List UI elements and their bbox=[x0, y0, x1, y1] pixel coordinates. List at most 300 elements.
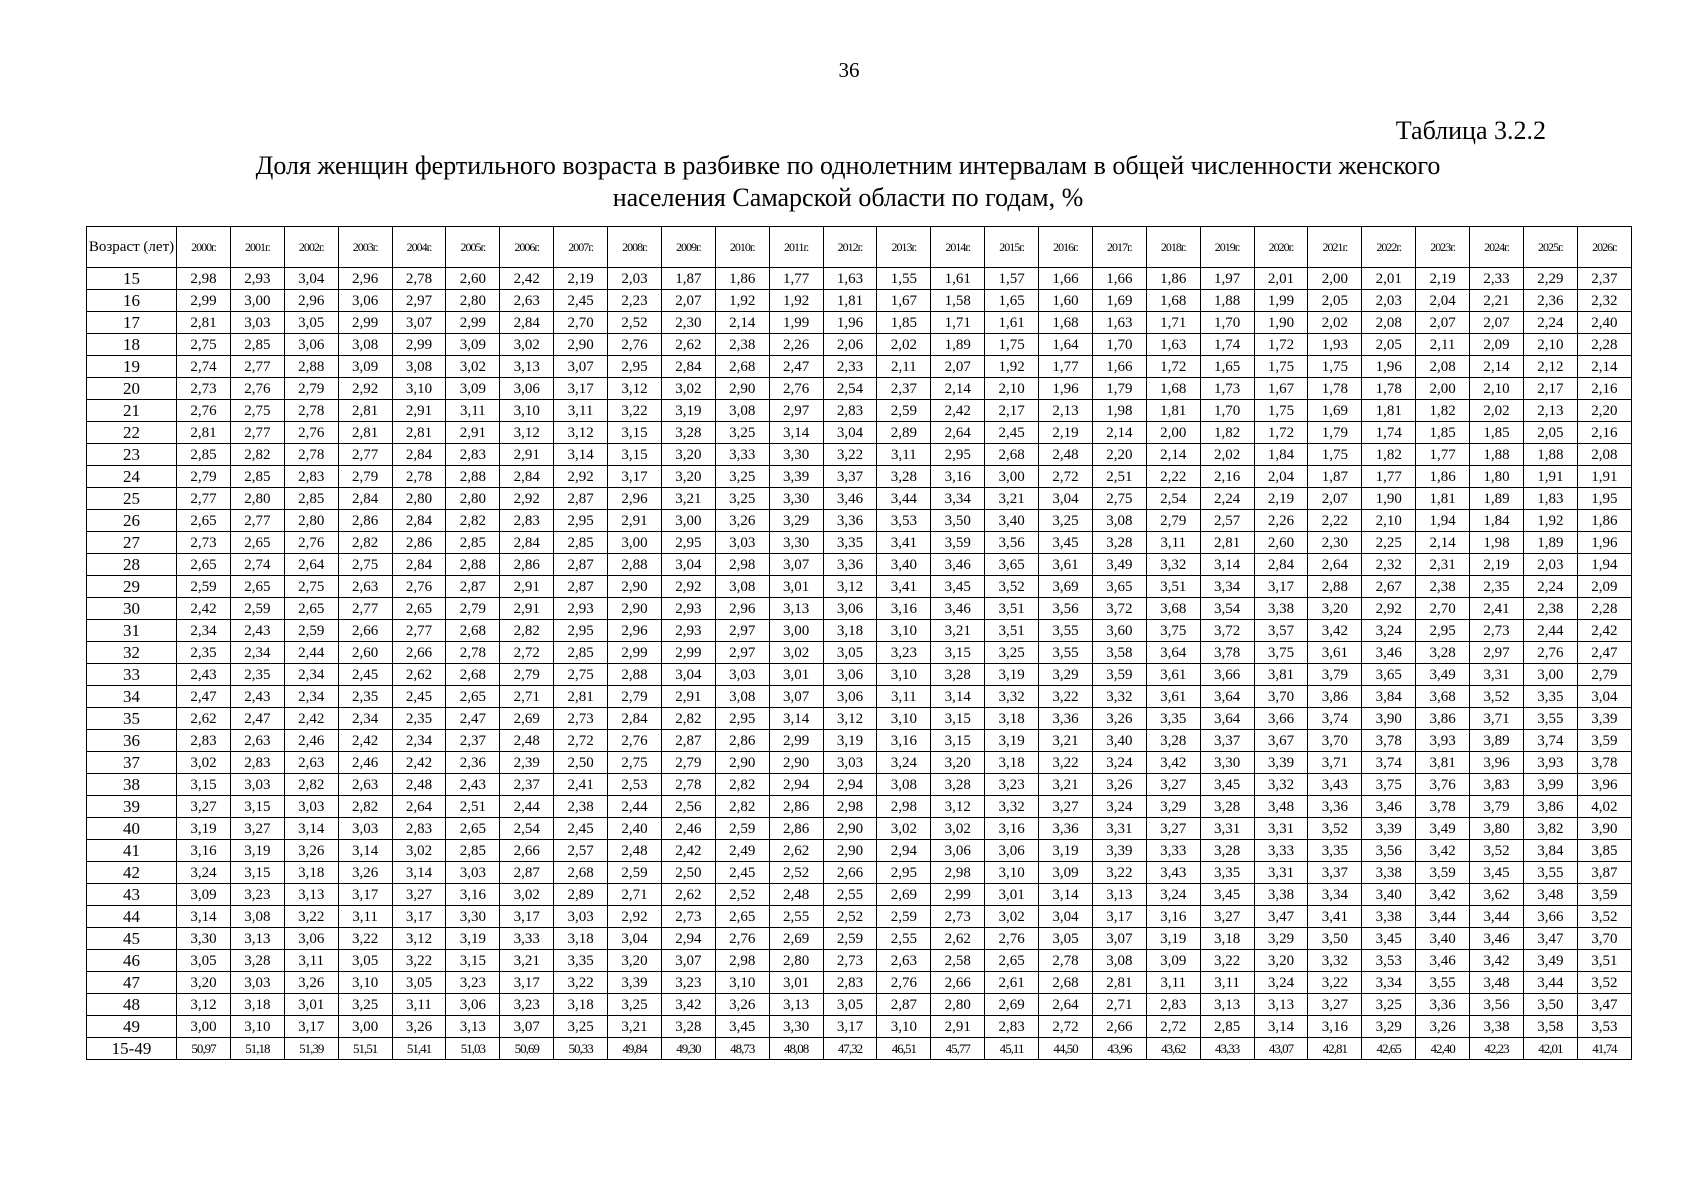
value-cell: 3,17 bbox=[1254, 576, 1308, 598]
value-cell: 3,06 bbox=[446, 994, 500, 1016]
value-cell: 3,27 bbox=[392, 884, 446, 906]
value-cell: 3,00 bbox=[985, 466, 1039, 488]
age-cell: 36 bbox=[87, 730, 177, 752]
value-cell: 3,14 bbox=[931, 686, 985, 708]
value-cell: 3,26 bbox=[284, 972, 338, 994]
value-cell: 3,06 bbox=[284, 928, 338, 950]
value-cell: 2,32 bbox=[1577, 290, 1631, 312]
value-cell: 3,30 bbox=[177, 928, 231, 950]
value-cell: 3,18 bbox=[554, 928, 608, 950]
value-cell: 2,43 bbox=[446, 774, 500, 796]
value-cell: 3,22 bbox=[608, 400, 662, 422]
value-cell: 3,06 bbox=[284, 334, 338, 356]
value-cell: 1,81 bbox=[1146, 400, 1200, 422]
value-cell: 1,96 bbox=[823, 312, 877, 334]
age-cell: 23 bbox=[87, 444, 177, 466]
value-cell: 2,70 bbox=[554, 312, 608, 334]
value-cell: 3,11 bbox=[392, 994, 446, 1016]
value-cell: 2,35 bbox=[338, 686, 392, 708]
value-cell: 3,24 bbox=[1362, 620, 1416, 642]
value-cell: 3,79 bbox=[1470, 796, 1524, 818]
value-cell: 1,67 bbox=[1254, 378, 1308, 400]
value-cell: 1,68 bbox=[1146, 378, 1200, 400]
value-cell: 3,15 bbox=[931, 708, 985, 730]
value-cell: 2,56 bbox=[661, 796, 715, 818]
value-cell: 2,91 bbox=[661, 686, 715, 708]
value-cell: 2,80 bbox=[769, 950, 823, 972]
value-cell: 2,59 bbox=[230, 598, 284, 620]
value-cell: 3,43 bbox=[1308, 774, 1362, 796]
value-cell: 2,66 bbox=[931, 972, 985, 994]
value-cell: 1,80 bbox=[1470, 466, 1524, 488]
value-cell: 1,73 bbox=[1200, 378, 1254, 400]
value-cell: 3,52 bbox=[1308, 818, 1362, 840]
value-cell: 3,22 bbox=[823, 444, 877, 466]
value-cell: 3,02 bbox=[500, 334, 554, 356]
value-cell: 3,30 bbox=[769, 488, 823, 510]
value-cell: 2,88 bbox=[1308, 576, 1362, 598]
value-cell: 3,04 bbox=[1577, 686, 1631, 708]
value-cell: 2,48 bbox=[1039, 444, 1093, 466]
value-cell: 2,99 bbox=[446, 312, 500, 334]
value-cell: 3,04 bbox=[661, 554, 715, 576]
value-cell: 2,75 bbox=[284, 576, 338, 598]
value-cell: 3,90 bbox=[1362, 708, 1416, 730]
value-cell: 2,81 bbox=[1200, 532, 1254, 554]
value-cell: 2,76 bbox=[608, 334, 662, 356]
value-cell: 48,73 bbox=[715, 1038, 769, 1060]
value-cell: 3,17 bbox=[1092, 906, 1146, 928]
value-cell: 3,55 bbox=[1039, 620, 1093, 642]
value-cell: 3,55 bbox=[1523, 862, 1577, 884]
value-cell: 2,41 bbox=[1470, 598, 1524, 620]
value-cell: 1,87 bbox=[1308, 466, 1362, 488]
year-column-header: 2025г. bbox=[1523, 227, 1577, 268]
table-row bbox=[87, 268, 1632, 290]
value-cell: 2,48 bbox=[608, 840, 662, 862]
value-cell: 2,47 bbox=[769, 356, 823, 378]
value-cell: 3,96 bbox=[1577, 774, 1631, 796]
value-cell: 2,72 bbox=[1039, 466, 1093, 488]
value-cell: 2,00 bbox=[1308, 268, 1362, 290]
value-cell: 2,57 bbox=[554, 840, 608, 862]
value-cell: 2,82 bbox=[446, 510, 500, 532]
value-cell: 2,60 bbox=[338, 642, 392, 664]
value-cell: 3,27 bbox=[1308, 994, 1362, 1016]
age-cell: 19 bbox=[87, 356, 177, 378]
value-cell: 2,92 bbox=[500, 488, 554, 510]
value-cell: 2,83 bbox=[446, 444, 500, 466]
value-cell: 3,19 bbox=[823, 730, 877, 752]
value-cell: 2,79 bbox=[608, 686, 662, 708]
value-cell: 1,74 bbox=[1200, 334, 1254, 356]
value-cell: 2,59 bbox=[715, 818, 769, 840]
value-cell: 2,96 bbox=[284, 290, 338, 312]
value-cell: 3,47 bbox=[1254, 906, 1308, 928]
value-cell: 2,01 bbox=[1362, 268, 1416, 290]
value-cell: 3,17 bbox=[554, 378, 608, 400]
value-cell: 2,77 bbox=[338, 444, 392, 466]
value-cell: 1,94 bbox=[1416, 510, 1470, 532]
value-cell: 2,85 bbox=[446, 532, 500, 554]
value-cell: 2,66 bbox=[1092, 1016, 1146, 1038]
value-cell: 3,17 bbox=[500, 906, 554, 928]
value-cell: 1,66 bbox=[1092, 356, 1146, 378]
value-cell: 3,55 bbox=[1039, 642, 1093, 664]
value-cell: 2,50 bbox=[554, 752, 608, 774]
value-cell: 3,28 bbox=[661, 422, 715, 444]
value-cell: 3,24 bbox=[1092, 752, 1146, 774]
value-cell: 2,79 bbox=[661, 752, 715, 774]
table-row bbox=[87, 686, 1632, 708]
value-cell: 3,56 bbox=[985, 532, 1039, 554]
value-cell: 1,66 bbox=[1039, 268, 1093, 290]
value-cell: 2,46 bbox=[661, 818, 715, 840]
value-cell: 2,91 bbox=[500, 598, 554, 620]
value-cell: 1,69 bbox=[1092, 290, 1146, 312]
value-cell: 2,44 bbox=[1523, 620, 1577, 642]
value-cell: 3,14 bbox=[769, 708, 823, 730]
value-cell: 2,78 bbox=[392, 466, 446, 488]
value-cell: 2,90 bbox=[608, 576, 662, 598]
year-column-header: 2002г. bbox=[284, 227, 338, 268]
year-column-header: 2000г. bbox=[177, 227, 231, 268]
value-cell: 3,24 bbox=[177, 862, 231, 884]
value-cell: 3,19 bbox=[177, 818, 231, 840]
age-cell: 26 bbox=[87, 510, 177, 532]
value-cell: 2,05 bbox=[1362, 334, 1416, 356]
value-cell: 44,50 bbox=[1039, 1038, 1093, 1060]
value-cell: 2,73 bbox=[554, 708, 608, 730]
table-row bbox=[87, 576, 1632, 598]
value-cell: 2,16 bbox=[1577, 378, 1631, 400]
value-cell: 1,98 bbox=[1470, 532, 1524, 554]
value-cell: 2,86 bbox=[769, 796, 823, 818]
value-cell: 2,78 bbox=[284, 444, 338, 466]
value-cell: 3,26 bbox=[392, 1016, 446, 1038]
value-cell: 3,93 bbox=[1416, 730, 1470, 752]
value-cell: 3,15 bbox=[230, 862, 284, 884]
value-cell: 3,32 bbox=[985, 686, 1039, 708]
age-cell: 33 bbox=[87, 664, 177, 686]
value-cell: 2,87 bbox=[554, 576, 608, 598]
value-cell: 2,90 bbox=[769, 752, 823, 774]
table-row bbox=[87, 928, 1632, 950]
value-cell: 3,15 bbox=[446, 950, 500, 972]
value-cell: 2,03 bbox=[1523, 554, 1577, 576]
value-cell: 3,05 bbox=[392, 972, 446, 994]
value-cell: 2,78 bbox=[284, 400, 338, 422]
value-cell: 2,07 bbox=[1308, 488, 1362, 510]
value-cell: 2,94 bbox=[877, 840, 931, 862]
value-cell: 3,19 bbox=[446, 928, 500, 950]
value-cell: 3,46 bbox=[931, 554, 985, 576]
value-cell: 3,57 bbox=[1254, 620, 1308, 642]
value-cell: 2,99 bbox=[661, 642, 715, 664]
value-cell: 3,44 bbox=[1523, 972, 1577, 994]
value-cell: 2,76 bbox=[230, 378, 284, 400]
value-cell: 3,10 bbox=[500, 400, 554, 422]
value-cell: 3,44 bbox=[1470, 906, 1524, 928]
value-cell: 2,19 bbox=[554, 268, 608, 290]
value-cell: 3,52 bbox=[1577, 972, 1631, 994]
value-cell: 2,99 bbox=[608, 642, 662, 664]
value-cell: 3,40 bbox=[1092, 730, 1146, 752]
value-cell: 2,98 bbox=[715, 554, 769, 576]
value-cell: 2,68 bbox=[715, 356, 769, 378]
value-cell: 3,99 bbox=[1523, 774, 1577, 796]
value-cell: 2,07 bbox=[1416, 312, 1470, 334]
value-cell: 1,77 bbox=[769, 268, 823, 290]
value-cell: 2,83 bbox=[1146, 994, 1200, 1016]
value-cell: 3,27 bbox=[1039, 796, 1093, 818]
value-cell: 1,94 bbox=[1577, 554, 1631, 576]
value-cell: 3,39 bbox=[1577, 708, 1631, 730]
year-column-header: 2017г. bbox=[1092, 227, 1146, 268]
value-cell: 3,96 bbox=[1470, 752, 1524, 774]
value-cell: 3,18 bbox=[230, 994, 284, 1016]
value-cell: 3,16 bbox=[877, 730, 931, 752]
value-cell: 42,65 bbox=[1362, 1038, 1416, 1060]
age-cell: 45 bbox=[87, 928, 177, 950]
value-cell: 3,12 bbox=[823, 576, 877, 598]
value-cell: 3,15 bbox=[931, 730, 985, 752]
value-cell: 3,64 bbox=[1200, 708, 1254, 730]
value-cell: 3,56 bbox=[1039, 598, 1093, 620]
value-cell: 3,08 bbox=[877, 774, 931, 796]
value-cell: 2,84 bbox=[608, 708, 662, 730]
value-cell: 3,17 bbox=[284, 1016, 338, 1038]
value-cell: 2,82 bbox=[661, 708, 715, 730]
value-cell: 2,64 bbox=[1308, 554, 1362, 576]
value-cell: 3,93 bbox=[1523, 752, 1577, 774]
value-cell: 3,14 bbox=[284, 818, 338, 840]
value-cell: 3,24 bbox=[1146, 884, 1200, 906]
value-cell: 3,17 bbox=[392, 906, 446, 928]
value-cell: 2,23 bbox=[608, 290, 662, 312]
value-cell: 3,21 bbox=[608, 1016, 662, 1038]
value-cell: 3,83 bbox=[1470, 774, 1524, 796]
value-cell: 2,84 bbox=[338, 488, 392, 510]
value-cell: 2,59 bbox=[877, 906, 931, 928]
value-cell: 2,84 bbox=[392, 510, 446, 532]
value-cell: 3,00 bbox=[769, 620, 823, 642]
value-cell: 3,11 bbox=[1146, 972, 1200, 994]
value-cell: 3,37 bbox=[823, 466, 877, 488]
value-cell: 3,13 bbox=[769, 598, 823, 620]
value-cell: 3,12 bbox=[177, 994, 231, 1016]
value-cell: 3,53 bbox=[877, 510, 931, 532]
value-cell: 3,08 bbox=[1092, 510, 1146, 532]
value-cell: 2,02 bbox=[1470, 400, 1524, 422]
value-cell: 3,04 bbox=[823, 422, 877, 444]
value-cell: 3,28 bbox=[1416, 642, 1470, 664]
value-cell: 2,72 bbox=[1039, 1016, 1093, 1038]
value-cell: 3,00 bbox=[177, 1016, 231, 1038]
value-cell: 2,52 bbox=[823, 906, 877, 928]
value-cell: 3,26 bbox=[1416, 1016, 1470, 1038]
value-cell: 2,91 bbox=[608, 510, 662, 532]
value-cell: 3,07 bbox=[769, 554, 823, 576]
value-cell: 1,78 bbox=[1362, 378, 1416, 400]
value-cell: 42,01 bbox=[1523, 1038, 1577, 1060]
value-cell: 2,95 bbox=[554, 510, 608, 532]
value-cell: 3,17 bbox=[500, 972, 554, 994]
value-cell: 3,51 bbox=[1577, 950, 1631, 972]
value-cell: 3,05 bbox=[823, 642, 877, 664]
value-cell: 2,37 bbox=[877, 378, 931, 400]
value-cell: 2,68 bbox=[446, 620, 500, 642]
value-cell: 2,42 bbox=[500, 268, 554, 290]
value-cell: 2,78 bbox=[446, 642, 500, 664]
value-cell: 3,14 bbox=[177, 906, 231, 928]
value-cell: 3,06 bbox=[338, 290, 392, 312]
year-column-header: 2007г. bbox=[554, 227, 608, 268]
value-cell: 2,73 bbox=[823, 950, 877, 972]
value-cell: 3,02 bbox=[661, 378, 715, 400]
value-cell: 3,06 bbox=[931, 840, 985, 862]
value-cell: 3,06 bbox=[985, 840, 1039, 862]
value-cell: 3,25 bbox=[1362, 994, 1416, 1016]
value-cell: 1,71 bbox=[931, 312, 985, 334]
value-cell: 1,66 bbox=[1092, 268, 1146, 290]
value-cell: 1,99 bbox=[1254, 290, 1308, 312]
value-cell: 3,66 bbox=[1523, 906, 1577, 928]
value-cell: 3,45 bbox=[1200, 774, 1254, 796]
value-cell: 3,44 bbox=[1416, 906, 1470, 928]
value-cell: 2,09 bbox=[1470, 334, 1524, 356]
value-cell: 3,22 bbox=[1039, 752, 1093, 774]
value-cell: 2,64 bbox=[392, 796, 446, 818]
value-cell: 3,22 bbox=[1200, 950, 1254, 972]
value-cell: 2,63 bbox=[230, 730, 284, 752]
value-cell: 2,13 bbox=[1523, 400, 1577, 422]
value-cell: 2,20 bbox=[1577, 400, 1631, 422]
value-cell: 3,50 bbox=[1523, 994, 1577, 1016]
value-cell: 2,39 bbox=[500, 752, 554, 774]
value-cell: 45,11 bbox=[985, 1038, 1039, 1060]
value-cell: 1,96 bbox=[1577, 532, 1631, 554]
value-cell: 3,46 bbox=[1470, 928, 1524, 950]
value-cell: 2,98 bbox=[931, 862, 985, 884]
value-cell: 3,42 bbox=[1308, 620, 1362, 642]
value-cell: 51,41 bbox=[392, 1038, 446, 1060]
value-cell: 2,95 bbox=[715, 708, 769, 730]
table-row bbox=[87, 444, 1632, 466]
value-cell: 48,08 bbox=[769, 1038, 823, 1060]
value-cell: 2,79 bbox=[284, 378, 338, 400]
value-cell: 2,77 bbox=[338, 598, 392, 620]
value-cell: 2,81 bbox=[338, 422, 392, 444]
value-cell: 3,36 bbox=[823, 510, 877, 532]
year-column-header: 2016г. bbox=[1039, 227, 1093, 268]
value-cell: 1,90 bbox=[1362, 488, 1416, 510]
value-cell: 3,11 bbox=[284, 950, 338, 972]
value-cell: 3,01 bbox=[769, 972, 823, 994]
value-cell: 3,09 bbox=[177, 884, 231, 906]
table-row bbox=[87, 884, 1632, 906]
value-cell: 2,45 bbox=[338, 664, 392, 686]
value-cell: 3,51 bbox=[985, 598, 1039, 620]
value-cell: 3,59 bbox=[1416, 862, 1470, 884]
value-cell: 2,30 bbox=[1308, 532, 1362, 554]
value-cell: 3,59 bbox=[931, 532, 985, 554]
value-cell: 49,84 bbox=[608, 1038, 662, 1060]
value-cell: 1,92 bbox=[769, 290, 823, 312]
value-cell: 2,77 bbox=[230, 510, 284, 532]
value-cell: 2,10 bbox=[1523, 334, 1577, 356]
value-cell: 2,20 bbox=[1092, 444, 1146, 466]
value-cell: 2,93 bbox=[661, 620, 715, 642]
value-cell: 2,65 bbox=[715, 906, 769, 928]
value-cell: 2,35 bbox=[1470, 576, 1524, 598]
table-row bbox=[87, 1016, 1632, 1038]
value-cell: 1,89 bbox=[1523, 532, 1577, 554]
value-cell: 2,97 bbox=[715, 620, 769, 642]
value-cell: 2,75 bbox=[177, 334, 231, 356]
value-cell: 2,82 bbox=[338, 796, 392, 818]
year-column-header: 2014г. bbox=[931, 227, 985, 268]
value-cell: 3,25 bbox=[1039, 510, 1093, 532]
value-cell: 3,64 bbox=[1200, 686, 1254, 708]
value-cell: 3,25 bbox=[554, 1016, 608, 1038]
year-column-header: 2024г. bbox=[1470, 227, 1524, 268]
value-cell: 3,14 bbox=[1254, 1016, 1308, 1038]
value-cell: 2,78 bbox=[392, 268, 446, 290]
table-row bbox=[87, 642, 1632, 664]
value-cell: 1,69 bbox=[1308, 400, 1362, 422]
value-cell: 2,48 bbox=[500, 730, 554, 752]
value-cell: 3,11 bbox=[1200, 972, 1254, 994]
value-cell: 3,18 bbox=[985, 752, 1039, 774]
value-cell: 3,46 bbox=[1416, 950, 1470, 972]
value-cell: 1,72 bbox=[1254, 422, 1308, 444]
value-cell: 2,14 bbox=[715, 312, 769, 334]
value-cell: 3,15 bbox=[177, 774, 231, 796]
value-cell: 3,41 bbox=[1308, 906, 1362, 928]
value-cell: 2,90 bbox=[823, 818, 877, 840]
value-cell: 2,98 bbox=[823, 796, 877, 818]
value-cell: 2,75 bbox=[554, 664, 608, 686]
value-cell: 2,34 bbox=[177, 620, 231, 642]
value-cell: 3,23 bbox=[877, 642, 931, 664]
value-cell: 2,99 bbox=[931, 884, 985, 906]
value-cell: 2,82 bbox=[230, 444, 284, 466]
value-cell: 3,29 bbox=[769, 510, 823, 532]
value-cell: 3,16 bbox=[177, 840, 231, 862]
value-cell: 3,18 bbox=[985, 708, 1039, 730]
value-cell: 3,20 bbox=[1308, 598, 1362, 620]
value-cell: 2,95 bbox=[1416, 620, 1470, 642]
year-column-header: 2015г. bbox=[985, 227, 1039, 268]
value-cell: 2,52 bbox=[769, 862, 823, 884]
value-cell: 2,48 bbox=[392, 774, 446, 796]
value-cell: 3,21 bbox=[985, 488, 1039, 510]
value-cell: 3,69 bbox=[1039, 576, 1093, 598]
value-cell: 3,14 bbox=[1200, 554, 1254, 576]
age-cell: 43 bbox=[87, 884, 177, 906]
value-cell: 3,53 bbox=[1577, 1016, 1631, 1038]
value-cell: 2,99 bbox=[769, 730, 823, 752]
value-cell: 3,07 bbox=[661, 950, 715, 972]
value-cell: 2,34 bbox=[392, 730, 446, 752]
year-column-header: 2004г. bbox=[392, 227, 446, 268]
value-cell: 3,42 bbox=[661, 994, 715, 1016]
value-cell: 2,97 bbox=[715, 642, 769, 664]
value-cell: 2,55 bbox=[769, 906, 823, 928]
value-cell: 3,04 bbox=[608, 928, 662, 950]
value-cell: 2,10 bbox=[1470, 378, 1524, 400]
